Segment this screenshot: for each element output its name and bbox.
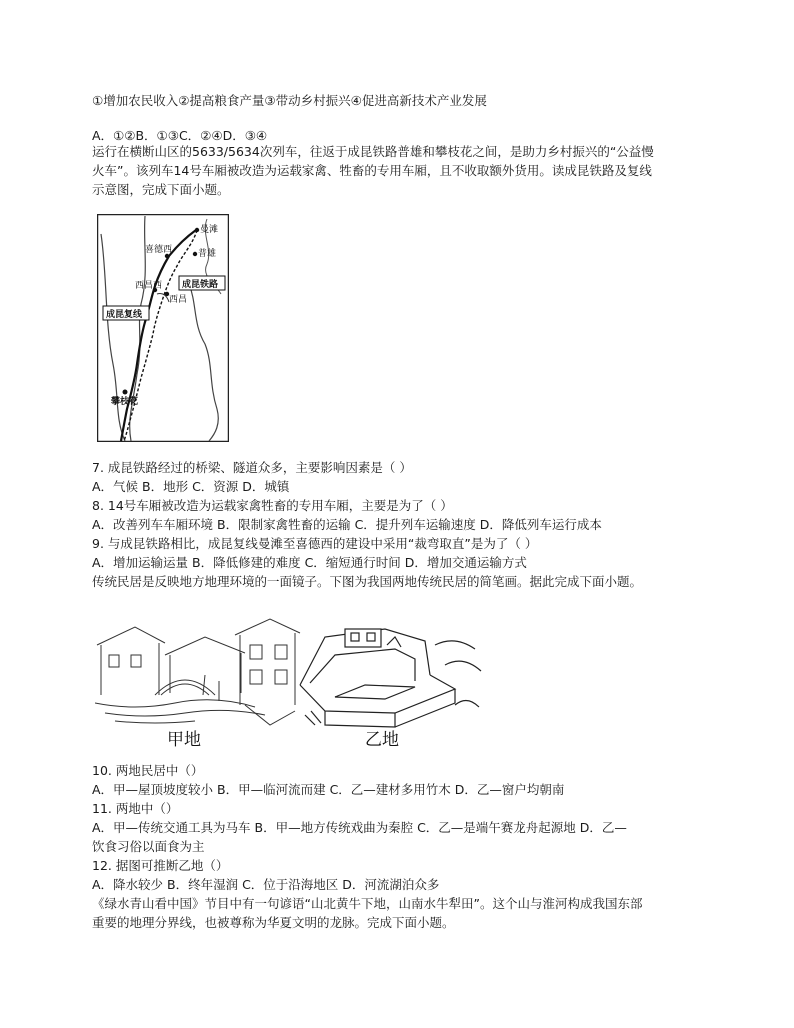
question-11: 11. 两地中（） xyxy=(92,801,179,816)
question-10: 10. 两地民居中（） xyxy=(92,763,204,778)
question-8-options: A．改善列车车厢环境 B．限制家禽牲畜的运输 C．提升列车运输速度 D．降低列车运行成本 xyxy=(92,517,602,532)
question-11-options: A．甲—传统交通工具为马车 B．甲—地方传统戏曲为秦腔 C．乙—是端午赛龙舟起源地 D．乙— xyxy=(92,820,627,835)
railway-map-figure xyxy=(97,214,229,442)
label-yi: 乙地 xyxy=(365,730,399,750)
question-8: 8. 14号车厢被改造为运载家禽牲畜的专用车厢，主要是为了（ ） xyxy=(92,498,453,513)
answer-options-line: A．①②B．①③C．②④D．③④ xyxy=(92,128,268,143)
intro1-line2: 火车”。该列车14号车厢被改造为运载家禽、牲畜的专用车厢，且不收取额外货用。读成昆铁路及复线 xyxy=(92,163,652,178)
label-xichangxi: 西昌西 xyxy=(135,281,163,291)
label-puxiong: 普雄 xyxy=(198,249,217,259)
dwellings-sketch-svg xyxy=(95,615,485,755)
question-9-options: A．增加运输运量 B．降低修建的难度 C．缩短通行时间 D．增加交通运输方式 xyxy=(92,555,527,570)
label-chengkun-railway: 成昆铁路 xyxy=(182,280,219,290)
label-jia: 甲地 xyxy=(167,730,201,750)
jia-sketch xyxy=(95,619,300,725)
choices-line: ①增加农民收入②提高粮食产量③带动乡村振兴④促进高新技术产业发展 xyxy=(92,93,487,108)
question-7-options: A．气候 B．地形 C．资源 D．城镇 xyxy=(92,479,290,494)
intro1-line3: 示意图，完成下面小题。 xyxy=(92,182,230,197)
intro2-line: 传统民居是反映地方地理环境的一面镜子。下图为我国两地传统民居的简笔画。据此完成下面小题。 xyxy=(92,574,643,589)
question-7: 7. 成昆铁路经过的桥梁、隧道众多，主要影响因素是（ ） xyxy=(92,460,412,475)
label-xidexi: 喜德西 xyxy=(145,245,173,255)
intro3-line2: 重要的地理分界线，也被尊称为华夏文明的龙脉。完成下面小题。 xyxy=(92,915,455,930)
intro3-line1: 《绿水青山看中国》节目中有一句谚语“山北黄牛下地，山南水牛犁田”。这个山与淮河构成我国东部 xyxy=(92,896,643,911)
label-xichang: 西昌 xyxy=(169,295,188,305)
railway-map-svg xyxy=(97,214,229,442)
label-manshui: 曼滩 xyxy=(200,225,219,235)
question-12-options: A．降水较少 B．终年湿润 C．位于沿海地区 D．河流湖泊众多 xyxy=(92,877,440,892)
label-chengkun-double: 成昆复线 xyxy=(106,310,143,320)
question-10-options: A．甲—屋顶坡度较小 B．甲—临河流而建 C．乙—建材多用竹木 D．乙—窗户均朝南 xyxy=(92,782,565,797)
question-11-options-cont: 饮食习俗以面食为主 xyxy=(92,839,205,854)
question-9: 9. 与成昆铁路相比，成昆复线曼滩至喜德西的建设中采用“裁弯取直”是为了（ ） xyxy=(92,536,538,551)
yi-sketch xyxy=(300,629,481,727)
label-panzhihua: 攀枝花 xyxy=(111,397,139,407)
intro1-line1: 运行在横断山区的5633/5634次列车，往返于成昆铁路普雄和攀枝花之间，是助力乡村振兴的“公益慢 xyxy=(92,144,654,159)
question-12: 12. 据图可推断乙地（） xyxy=(92,858,229,873)
dwellings-sketch-figure xyxy=(95,615,485,755)
